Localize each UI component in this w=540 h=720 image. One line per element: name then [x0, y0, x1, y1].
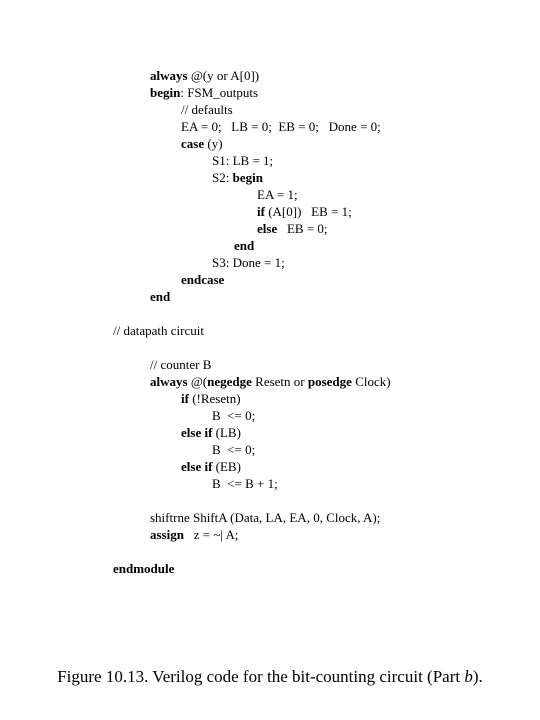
- code-line: [113, 322, 204, 339]
- code-line: [181, 458, 241, 475]
- code-line: [212, 475, 278, 492]
- code-text: Resetn or: [251, 374, 308, 389]
- code-line: [181, 390, 241, 407]
- code-line: [181, 118, 381, 135]
- code-text: EA = 1;: [257, 187, 298, 202]
- code-text: : FSM_outputs: [180, 85, 259, 100]
- code-line: [181, 135, 223, 152]
- code-text: B <= 0;: [212, 442, 256, 457]
- code-text: S2:: [212, 170, 233, 185]
- code-keyword: else if: [181, 425, 213, 440]
- code-line: [181, 424, 241, 441]
- code-line: [212, 441, 255, 458]
- code-text: EA = 0; LB = 0; EB = 0; Done = 0;: [181, 119, 381, 134]
- code-line: [181, 101, 233, 118]
- code-keyword: if: [181, 391, 189, 406]
- code-line: [150, 288, 170, 305]
- code-line: [113, 560, 174, 577]
- code-text: B <= 0;: [212, 408, 256, 423]
- figure-caption: Figure 10.13. Verilog code for the bit-counting circuit (Part b).: [57, 667, 483, 686]
- code-text: (y): [204, 136, 223, 151]
- code-line: [150, 356, 211, 373]
- code-keyword: end: [234, 238, 255, 253]
- code-keyword: posedge: [307, 374, 352, 389]
- code-line: [257, 186, 298, 203]
- code-text: // counter B: [150, 357, 212, 372]
- code-line: [257, 203, 352, 220]
- code-text: (LB): [212, 425, 241, 440]
- caption-part-letter: b: [464, 667, 473, 686]
- code-keyword: endcase: [181, 272, 225, 287]
- code-text: shiftrne ShiftA (Data, LA, EA, 0, Clock, A);: [150, 510, 381, 525]
- code-keyword: assign: [150, 527, 184, 542]
- code-line: [212, 152, 273, 169]
- code-keyword: always: [150, 374, 188, 389]
- code-text: @(y or A[0]): [187, 68, 260, 83]
- code-keyword: case: [181, 136, 205, 151]
- code-keyword: endmodule: [113, 561, 175, 576]
- code-keyword: begin: [150, 85, 181, 100]
- code-text: @(: [187, 374, 208, 389]
- code-line: [212, 254, 285, 271]
- code-line: [257, 220, 328, 237]
- code-keyword: always: [150, 68, 188, 83]
- code-text: B <= B + 1;: [212, 476, 278, 491]
- code-line: [150, 509, 380, 526]
- code-text: EB = 0;: [277, 221, 328, 236]
- code-line: [181, 271, 224, 288]
- code-text: (EB): [212, 459, 241, 474]
- code-line: [212, 407, 255, 424]
- code-line: [150, 67, 259, 84]
- code-keyword: else if: [181, 459, 213, 474]
- code-keyword: if: [257, 204, 265, 219]
- code-keyword: end: [150, 289, 171, 304]
- code-line: [150, 373, 391, 390]
- code-text: (!Resetn): [188, 391, 241, 406]
- code-text: // defaults: [181, 102, 233, 117]
- code-line: [150, 84, 258, 101]
- code-keyword: begin: [232, 170, 263, 185]
- code-keyword: else: [257, 221, 278, 236]
- code-line: [212, 169, 263, 186]
- code-text: (A[0]) EB = 1;: [264, 204, 352, 219]
- code-text: S3: Done = 1;: [212, 255, 285, 270]
- code-keyword: negedge: [207, 374, 252, 389]
- code-text: S1: LB = 1;: [212, 153, 274, 168]
- code-line: [234, 237, 254, 254]
- code-text: Clock): [351, 374, 391, 389]
- code-text: z = ~| A;: [183, 527, 239, 542]
- code-line: [150, 526, 239, 543]
- code-text: // datapath circuit: [113, 323, 204, 338]
